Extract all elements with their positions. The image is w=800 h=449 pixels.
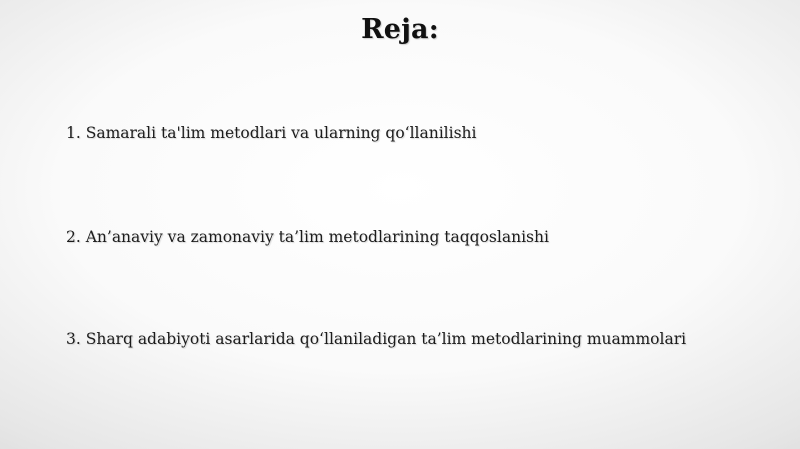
- plan-item-3: 3. Sharq adabiyoti asarlarida qo‘llaniladigan ta’lim metodlarining muammolari: [66, 330, 687, 348]
- slide-title: Reja:: [361, 14, 439, 45]
- plan-item-1: 1. Samarali ta'lim metodlari va ularning qo‘llanilishi: [66, 124, 477, 142]
- plan-item-2: 2. An’anaviy va zamonaviy ta’lim metodlarining taqqoslanishi: [66, 228, 549, 246]
